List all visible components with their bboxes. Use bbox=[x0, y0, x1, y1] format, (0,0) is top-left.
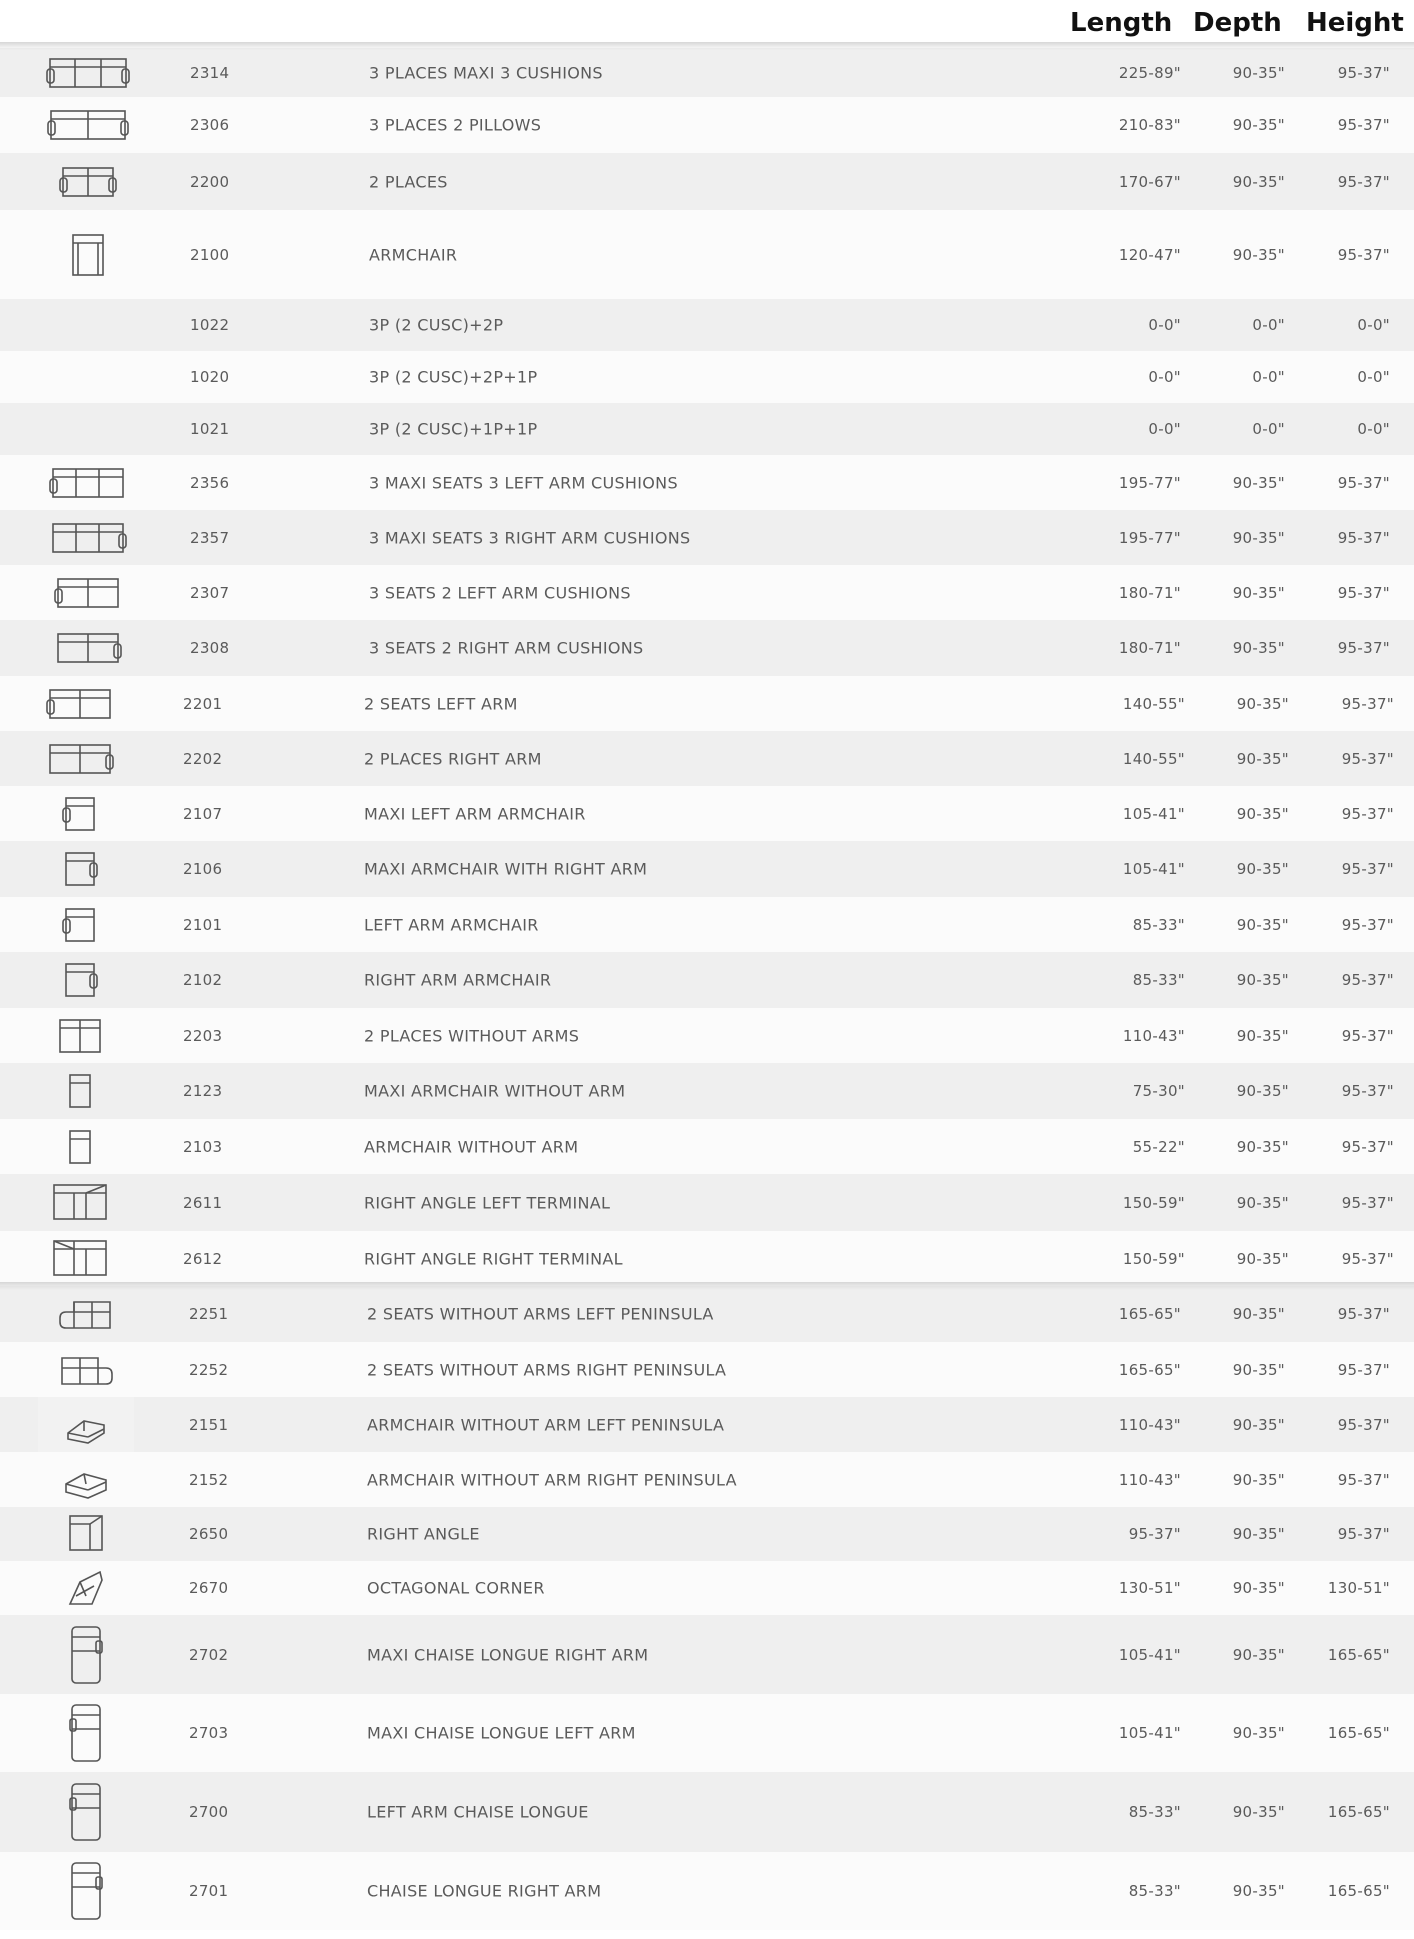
length-value: 85-33" bbox=[1132, 971, 1185, 989]
table-row bbox=[0, 1694, 1414, 1772]
height-value: 95-37" bbox=[1337, 63, 1390, 82]
product-description: MAXI CHAISE LONGUE RIGHT ARM bbox=[367, 1645, 649, 1664]
height-value: 95-37" bbox=[1337, 1360, 1390, 1379]
sofa-2-icon bbox=[46, 153, 130, 210]
sofa-3-left-arm-icon bbox=[46, 455, 130, 510]
depth-value: 90-35" bbox=[1232, 473, 1285, 492]
height-value: 95-37" bbox=[1341, 749, 1394, 768]
armchair-left-arm-icon bbox=[38, 897, 122, 952]
section-divider bbox=[0, 1282, 1414, 1290]
height-value: 95-37" bbox=[1337, 245, 1390, 264]
chaise-longue-left-arm-icon bbox=[44, 1701, 128, 1765]
sofa-3-right-arm-icon bbox=[46, 510, 130, 565]
peninsula-left-icon bbox=[44, 1286, 128, 1342]
table-row bbox=[0, 48, 1414, 97]
sofa-2-left-arm-icon bbox=[46, 565, 130, 620]
product-code: 2107 bbox=[183, 804, 223, 823]
height-value: 95-37" bbox=[1337, 1525, 1390, 1543]
height-value: 95-37" bbox=[1337, 1470, 1390, 1489]
product-code: 2251 bbox=[189, 1305, 229, 1323]
sofa-2-no-arms-icon bbox=[38, 1008, 122, 1063]
armchair-peninsula-right-icon bbox=[44, 1452, 128, 1507]
depth-value: 90-35" bbox=[1232, 1803, 1285, 1821]
length-value: 210-83" bbox=[1118, 116, 1181, 134]
header-divider bbox=[0, 42, 1414, 50]
product-code: 2101 bbox=[183, 915, 223, 934]
table-row bbox=[0, 1615, 1414, 1694]
armchair-right-arm-icon bbox=[38, 952, 122, 1008]
height-value: 95-37" bbox=[1337, 473, 1390, 492]
length-value: 195-77" bbox=[1118, 473, 1181, 492]
height-value: 95-37" bbox=[1337, 639, 1390, 657]
product-description: 2 SEATS WITHOUT ARMS LEFT PENINSULA bbox=[367, 1304, 714, 1324]
product-code: 1021 bbox=[190, 420, 230, 438]
length-value: 105-41" bbox=[1122, 804, 1185, 823]
table-row bbox=[0, 403, 1414, 455]
right-angle-icon bbox=[44, 1507, 128, 1561]
product-description: 2 SEATS LEFT ARM bbox=[364, 694, 518, 713]
product-description: 3P (2 CUSC)+2P bbox=[369, 315, 504, 335]
product-description: LEFT ARM ARMCHAIR bbox=[364, 915, 539, 934]
depth-value: 90-35" bbox=[1236, 860, 1289, 878]
product-code: 2701 bbox=[189, 1882, 229, 1900]
product-code: 2103 bbox=[183, 1137, 223, 1156]
product-description: 3 SEATS 2 RIGHT ARM CUSHIONS bbox=[369, 638, 644, 658]
sofa-2-right-arm-icon bbox=[46, 620, 130, 676]
length-value: 0-0" bbox=[1148, 316, 1181, 334]
chaise-longue-left-arm-icon bbox=[44, 1780, 128, 1844]
height-value: 165-65" bbox=[1327, 1803, 1390, 1821]
length-value: 55-22" bbox=[1132, 1137, 1185, 1156]
depth-value: 90-35" bbox=[1232, 1470, 1285, 1489]
product-code: 2306 bbox=[190, 116, 230, 134]
product-code: 2152 bbox=[189, 1470, 229, 1489]
height-value: 95-37" bbox=[1341, 1082, 1394, 1100]
depth-value: 90-35" bbox=[1232, 172, 1285, 191]
product-code: 2700 bbox=[189, 1803, 229, 1821]
length-value: 0-0" bbox=[1148, 368, 1181, 386]
depth-value: 0-0" bbox=[1252, 316, 1285, 334]
product-code: 2308 bbox=[190, 639, 230, 657]
product-description: MAXI ARMCHAIR WITHOUT ARM bbox=[364, 1081, 626, 1101]
length-value: 170-67" bbox=[1118, 172, 1181, 191]
sofa-2-right-arm-icon bbox=[38, 731, 122, 786]
product-code: 1022 bbox=[190, 316, 230, 334]
table-row bbox=[0, 1772, 1414, 1852]
table-row bbox=[0, 676, 1414, 731]
armchair-no-arm-icon bbox=[38, 1119, 122, 1174]
height-value: 165-65" bbox=[1327, 1724, 1390, 1742]
depth-value: 90-35" bbox=[1232, 528, 1285, 547]
height-value: 95-37" bbox=[1341, 971, 1394, 989]
length-value: 150-59" bbox=[1122, 1193, 1185, 1212]
depth-value: 90-35" bbox=[1236, 804, 1289, 823]
depth-value: 90-35" bbox=[1232, 583, 1285, 602]
depth-value: 0-0" bbox=[1252, 368, 1285, 386]
product-description: 3 MAXI SEATS 3 RIGHT ARM CUSHIONS bbox=[369, 528, 691, 547]
length-value: 130-51" bbox=[1118, 1579, 1181, 1597]
product-code: 2612 bbox=[183, 1249, 223, 1268]
depth-value: 90-35" bbox=[1236, 749, 1289, 768]
product-code: 2200 bbox=[190, 172, 230, 191]
armchair-peninsula-left-icon bbox=[38, 1397, 134, 1452]
depth-value: 90-35" bbox=[1232, 1579, 1285, 1597]
depth-value: 90-35" bbox=[1232, 1360, 1285, 1379]
product-code: 2357 bbox=[190, 528, 230, 547]
octagonal-corner-icon bbox=[44, 1561, 128, 1615]
table-row bbox=[0, 1561, 1414, 1615]
length-value: 140-55" bbox=[1122, 749, 1185, 768]
table-header bbox=[0, 0, 1414, 42]
armchair-right-arm-icon bbox=[38, 841, 122, 897]
depth-value: 90-35" bbox=[1232, 1525, 1285, 1543]
length-value: 85-33" bbox=[1128, 1882, 1181, 1900]
table-row bbox=[0, 210, 1414, 299]
table-row bbox=[0, 565, 1414, 620]
product-code: 2106 bbox=[183, 860, 223, 878]
table-row bbox=[0, 841, 1414, 897]
product-description: CHAISE LONGUE RIGHT ARM bbox=[367, 1881, 602, 1901]
product-description: ARMCHAIR bbox=[369, 245, 458, 264]
product-code: 2307 bbox=[190, 583, 230, 602]
product-code: 2650 bbox=[189, 1525, 229, 1543]
table-row bbox=[0, 620, 1414, 676]
product-description: 3P (2 CUSC)+2P+1P bbox=[369, 367, 538, 387]
sofa-2-left-arm-icon bbox=[38, 676, 122, 731]
length-value: 180-71" bbox=[1118, 583, 1181, 602]
length-value: 105-41" bbox=[1118, 1645, 1181, 1664]
product-description: 3 PLACES MAXI 3 CUSHIONS bbox=[369, 63, 603, 82]
length-value: 140-55" bbox=[1122, 694, 1185, 713]
table-row bbox=[0, 1852, 1414, 1930]
armchair-left-arm-icon bbox=[38, 786, 122, 841]
depth-value: 90-35" bbox=[1232, 245, 1285, 264]
product-code: 2201 bbox=[183, 694, 223, 713]
depth-value: 90-35" bbox=[1236, 915, 1289, 934]
product-description: MAXI CHAISE LONGUE LEFT ARM bbox=[367, 1723, 636, 1743]
chaise-longue-right-arm-icon bbox=[44, 1859, 128, 1923]
length-value: 95-37" bbox=[1128, 1525, 1181, 1543]
length-value: 195-77" bbox=[1118, 528, 1181, 547]
product-code: 1020 bbox=[190, 368, 230, 386]
height-value: 95-37" bbox=[1341, 804, 1394, 823]
product-code: 2202 bbox=[183, 749, 223, 768]
peninsula-right-icon bbox=[44, 1342, 128, 1397]
depth-value: 90-35" bbox=[1232, 116, 1285, 134]
height-value: 95-37" bbox=[1337, 1415, 1390, 1434]
table-row bbox=[0, 786, 1414, 841]
product-description: 2 PLACES RIGHT ARM bbox=[364, 749, 542, 768]
depth-value: 90-35" bbox=[1232, 639, 1285, 657]
product-description: MAXI ARMCHAIR WITH RIGHT ARM bbox=[364, 859, 648, 879]
length-column-header: Length bbox=[1070, 8, 1173, 38]
product-code: 2252 bbox=[189, 1360, 229, 1379]
table-row bbox=[0, 1119, 1414, 1174]
depth-value: 90-35" bbox=[1232, 1724, 1285, 1742]
height-column-header: Height bbox=[1306, 8, 1404, 38]
product-code: 2123 bbox=[183, 1082, 223, 1100]
length-value: 110-43" bbox=[1118, 1470, 1181, 1489]
table-row bbox=[0, 1507, 1414, 1561]
product-code: 2102 bbox=[183, 971, 223, 989]
height-value: 130-51" bbox=[1327, 1579, 1390, 1597]
length-value: 0-0" bbox=[1148, 420, 1181, 438]
depth-value: 90-35" bbox=[1232, 1305, 1285, 1323]
product-description: RIGHT ARM ARMCHAIR bbox=[364, 970, 552, 990]
table-row bbox=[0, 1286, 1414, 1342]
height-value: 95-37" bbox=[1341, 1026, 1394, 1045]
product-description: ARMCHAIR WITHOUT ARM bbox=[364, 1137, 579, 1156]
chaise-longue-right-arm-icon bbox=[44, 1623, 128, 1687]
table-row bbox=[0, 299, 1414, 351]
length-value: 180-71" bbox=[1118, 639, 1181, 657]
product-description: 3 SEATS 2 LEFT ARM CUSHIONS bbox=[369, 583, 631, 602]
height-value: 95-37" bbox=[1341, 915, 1394, 934]
length-value: 120-47" bbox=[1118, 245, 1181, 264]
table-row bbox=[0, 1174, 1414, 1231]
product-description: 3 MAXI SEATS 3 LEFT ARM CUSHIONS bbox=[369, 473, 678, 492]
height-value: 95-37" bbox=[1337, 583, 1390, 602]
product-code: 2703 bbox=[189, 1724, 229, 1742]
table-row bbox=[0, 897, 1414, 952]
product-code: 2100 bbox=[190, 245, 230, 264]
product-description: RIGHT ANGLE bbox=[367, 1524, 480, 1544]
height-value: 95-37" bbox=[1337, 116, 1390, 134]
depth-value: 90-35" bbox=[1236, 1082, 1289, 1100]
table-row bbox=[0, 153, 1414, 210]
product-description: ARMCHAIR WITHOUT ARM LEFT PENINSULA bbox=[367, 1415, 725, 1434]
length-value: 75-30" bbox=[1132, 1082, 1185, 1100]
product-code: 2151 bbox=[189, 1415, 229, 1434]
product-description: 2 PLACES bbox=[369, 172, 448, 191]
table-row bbox=[0, 97, 1414, 153]
length-value: 110-43" bbox=[1118, 1415, 1181, 1434]
product-code: 2314 bbox=[190, 63, 230, 82]
length-value: 165-65" bbox=[1118, 1305, 1181, 1323]
depth-value: 90-35" bbox=[1232, 1882, 1285, 1900]
table-row bbox=[0, 455, 1414, 510]
product-description: LEFT ARM CHAISE LONGUE bbox=[367, 1802, 589, 1822]
depth-value: 90-35" bbox=[1236, 971, 1289, 989]
length-value: 105-41" bbox=[1122, 860, 1185, 878]
depth-value: 90-35" bbox=[1232, 1415, 1285, 1434]
depth-value: 0-0" bbox=[1252, 420, 1285, 438]
depth-value: 90-35" bbox=[1236, 694, 1289, 713]
depth-value: 90-35" bbox=[1236, 1249, 1289, 1268]
height-value: 95-37" bbox=[1341, 694, 1394, 713]
depth-column-header: Depth bbox=[1193, 8, 1282, 38]
table-row bbox=[0, 731, 1414, 786]
height-value: 0-0" bbox=[1357, 420, 1390, 438]
length-value: 85-33" bbox=[1128, 1803, 1181, 1821]
height-value: 95-37" bbox=[1341, 860, 1394, 878]
length-value: 165-65" bbox=[1118, 1360, 1181, 1379]
product-code: 2203 bbox=[183, 1026, 223, 1045]
table-row bbox=[0, 1231, 1414, 1286]
angle-left-terminal-icon bbox=[38, 1174, 122, 1231]
product-description: 2 SEATS WITHOUT ARMS RIGHT PENINSULA bbox=[367, 1360, 727, 1379]
height-value: 95-37" bbox=[1337, 1305, 1390, 1323]
height-value: 0-0" bbox=[1357, 316, 1390, 334]
product-description: 3P (2 CUSC)+1P+1P bbox=[369, 419, 538, 439]
product-description: MAXI LEFT ARM ARMCHAIR bbox=[364, 804, 586, 823]
depth-value: 90-35" bbox=[1232, 63, 1285, 82]
product-code: 2702 bbox=[189, 1645, 229, 1664]
depth-value: 90-35" bbox=[1236, 1137, 1289, 1156]
height-value: 95-37" bbox=[1341, 1137, 1394, 1156]
product-description: RIGHT ANGLE RIGHT TERMINAL bbox=[364, 1249, 623, 1268]
armchair-no-arm-icon bbox=[38, 1063, 122, 1119]
length-value: 85-33" bbox=[1132, 915, 1185, 934]
length-value: 110-43" bbox=[1122, 1026, 1185, 1045]
height-value: 95-37" bbox=[1341, 1193, 1394, 1212]
armchair-icon bbox=[46, 223, 130, 287]
table-row bbox=[0, 351, 1414, 403]
table-row bbox=[0, 1342, 1414, 1397]
height-value: 95-37" bbox=[1341, 1249, 1394, 1268]
depth-value: 90-35" bbox=[1236, 1193, 1289, 1212]
table-row bbox=[0, 1452, 1414, 1507]
angle-right-terminal-icon bbox=[38, 1231, 122, 1286]
height-value: 165-65" bbox=[1327, 1882, 1390, 1900]
height-value: 95-37" bbox=[1337, 172, 1390, 191]
length-value: 105-41" bbox=[1118, 1724, 1181, 1742]
product-description: OCTAGONAL CORNER bbox=[367, 1578, 545, 1598]
depth-value: 90-35" bbox=[1236, 1026, 1289, 1045]
product-code: 2611 bbox=[183, 1193, 223, 1212]
height-value: 165-65" bbox=[1327, 1645, 1390, 1664]
product-code: 2356 bbox=[190, 473, 230, 492]
product-description: ARMCHAIR WITHOUT ARM RIGHT PENINSULA bbox=[367, 1470, 737, 1489]
depth-value: 90-35" bbox=[1232, 1645, 1285, 1664]
table-row bbox=[0, 1397, 1414, 1452]
table-row bbox=[0, 1063, 1414, 1119]
product-description: 2 PLACES WITHOUT ARMS bbox=[364, 1026, 580, 1045]
height-value: 95-37" bbox=[1337, 528, 1390, 547]
product-description: RIGHT ANGLE LEFT TERMINAL bbox=[364, 1193, 611, 1212]
table-row bbox=[0, 510, 1414, 565]
length-value: 225-89" bbox=[1118, 63, 1181, 82]
sofa-3-two-pillows-icon bbox=[46, 97, 130, 153]
length-value: 150-59" bbox=[1122, 1249, 1185, 1268]
table-row bbox=[0, 1008, 1414, 1063]
table-row bbox=[0, 952, 1414, 1008]
height-value: 0-0" bbox=[1357, 368, 1390, 386]
sofa-3-maxi-icon bbox=[46, 48, 130, 97]
product-code: 2670 bbox=[189, 1579, 229, 1597]
product-description: 3 PLACES 2 PILLOWS bbox=[369, 115, 542, 135]
